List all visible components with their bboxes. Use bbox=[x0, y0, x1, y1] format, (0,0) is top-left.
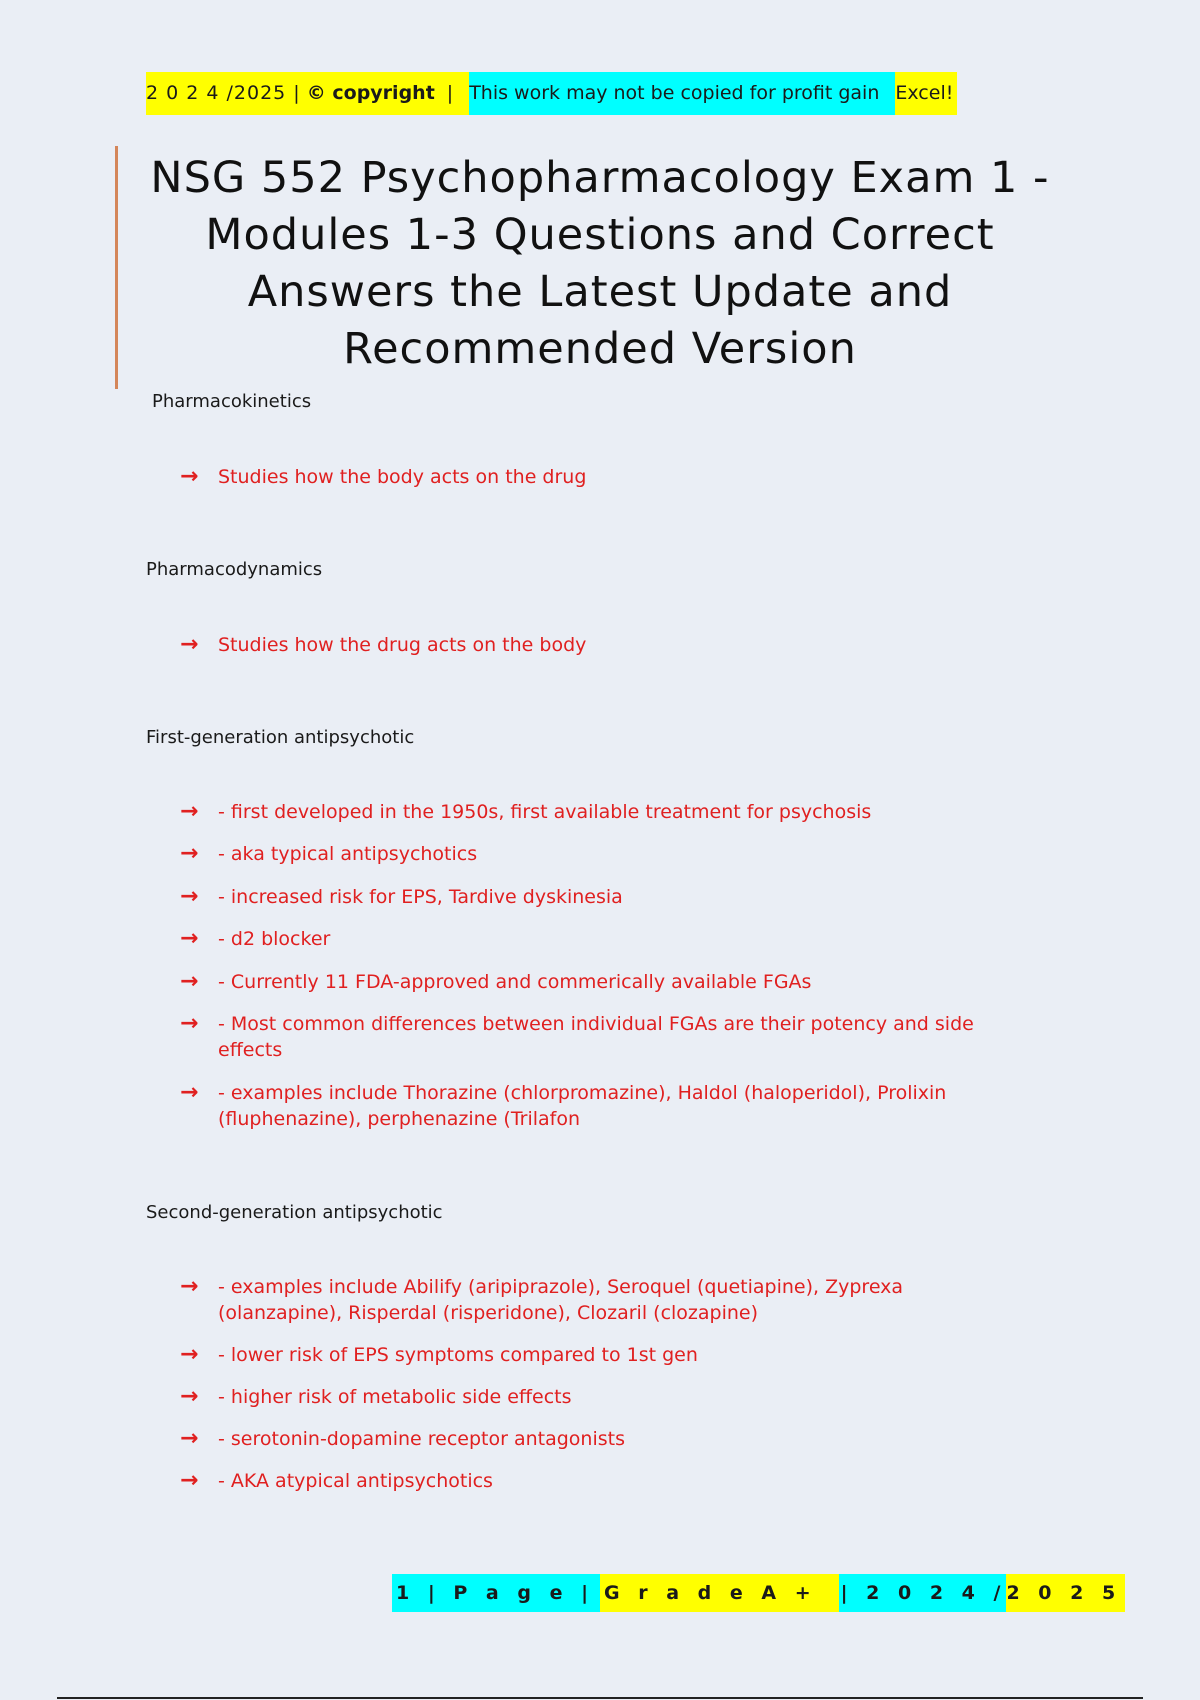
header-notice: This work may not be copied for profit gain bbox=[469, 72, 895, 115]
header-excel: Excel! bbox=[895, 72, 957, 115]
arrow-icon: → bbox=[180, 799, 199, 824]
bottom-rule bbox=[57, 1697, 1143, 1699]
answer-item: → - aka typical antipsychotics bbox=[180, 841, 478, 866]
arrow-icon: → bbox=[180, 884, 199, 909]
footer-year-part2: 2 0 2 5 bbox=[1006, 1574, 1125, 1612]
arrow-icon: → bbox=[180, 1011, 199, 1036]
arrow-icon: → bbox=[180, 1468, 199, 1493]
section-heading: First-generation antipsychotic bbox=[146, 727, 415, 748]
answer-item: → - serotonin-dopamine receptor antagonists bbox=[180, 1426, 625, 1451]
title-accent-bar bbox=[115, 146, 118, 389]
arrow-icon: → bbox=[180, 1342, 199, 1367]
header-separator: | bbox=[447, 72, 469, 115]
section-heading: Pharmacokinetics bbox=[152, 391, 312, 412]
document-title: NSG 552 Psychopharmacology Exam 1 - Modules 1-3 Questions and Correct Answers the Latest Update and Recommended Version bbox=[150, 153, 1050, 374]
answer-item: → - examples include Thorazine (chlorpromazine), Haldol (haloperidol), Prolixin (fluphenazine), perphenazine (Trilafon bbox=[180, 1080, 947, 1130]
answer-item: → - increased risk for EPS, Tardive dyskinesia bbox=[180, 884, 623, 909]
answer-item: → Studies how the body acts on the drug bbox=[180, 464, 587, 489]
arrow-icon: → bbox=[180, 1384, 199, 1409]
arrow-icon: → bbox=[180, 1080, 199, 1105]
header-copyright: © copyright bbox=[307, 72, 447, 115]
arrow-icon: → bbox=[180, 969, 199, 994]
answer-item: → - Currently 11 FDA-approved and commerically available FGAs bbox=[180, 969, 812, 994]
header-year: 2 0 2 4 /2025 | bbox=[146, 72, 301, 115]
answer-item: → - lower risk of EPS symptoms compared to 1st gen bbox=[180, 1342, 698, 1367]
answer-item: → - higher risk of metabolic side effects bbox=[180, 1384, 572, 1409]
footer-banner bbox=[392, 1574, 1125, 1612]
arrow-icon: → bbox=[180, 1274, 199, 1299]
arrow-icon: → bbox=[180, 841, 199, 866]
answer-item: → - Most common differences between individual FGAs are their potency and side effects bbox=[180, 1011, 974, 1061]
footer-year-part1: | 2 0 2 4 / bbox=[839, 1574, 1007, 1612]
footer-grade: G r a d e A + bbox=[600, 1574, 839, 1612]
answer-item: → - first developed in the 1950s, first available treatment for psychosis bbox=[180, 799, 872, 824]
answer-item: → - d2 blocker bbox=[180, 926, 331, 951]
footer-page-number: 1 | P a g e | bbox=[392, 1574, 600, 1612]
answer-item: → - examples include Abilify (aripiprazole), Seroquel (quetiapine), Zyprexa (olanzapine), Risperdal (risperidone), Clozaril (clozapine) bbox=[180, 1274, 904, 1324]
section-heading: Pharmacodynamics bbox=[146, 559, 323, 580]
section-heading: Second-generation antipsychotic bbox=[146, 1202, 443, 1223]
arrow-icon: → bbox=[180, 926, 199, 951]
header-banner bbox=[146, 72, 957, 115]
answer-item: → Studies how the drug acts on the body bbox=[180, 632, 587, 657]
arrow-icon: → bbox=[180, 464, 199, 489]
arrow-icon: → bbox=[180, 632, 199, 657]
arrow-icon: → bbox=[180, 1426, 199, 1451]
answer-item: → - AKA atypical antipsychotics bbox=[180, 1468, 493, 1493]
